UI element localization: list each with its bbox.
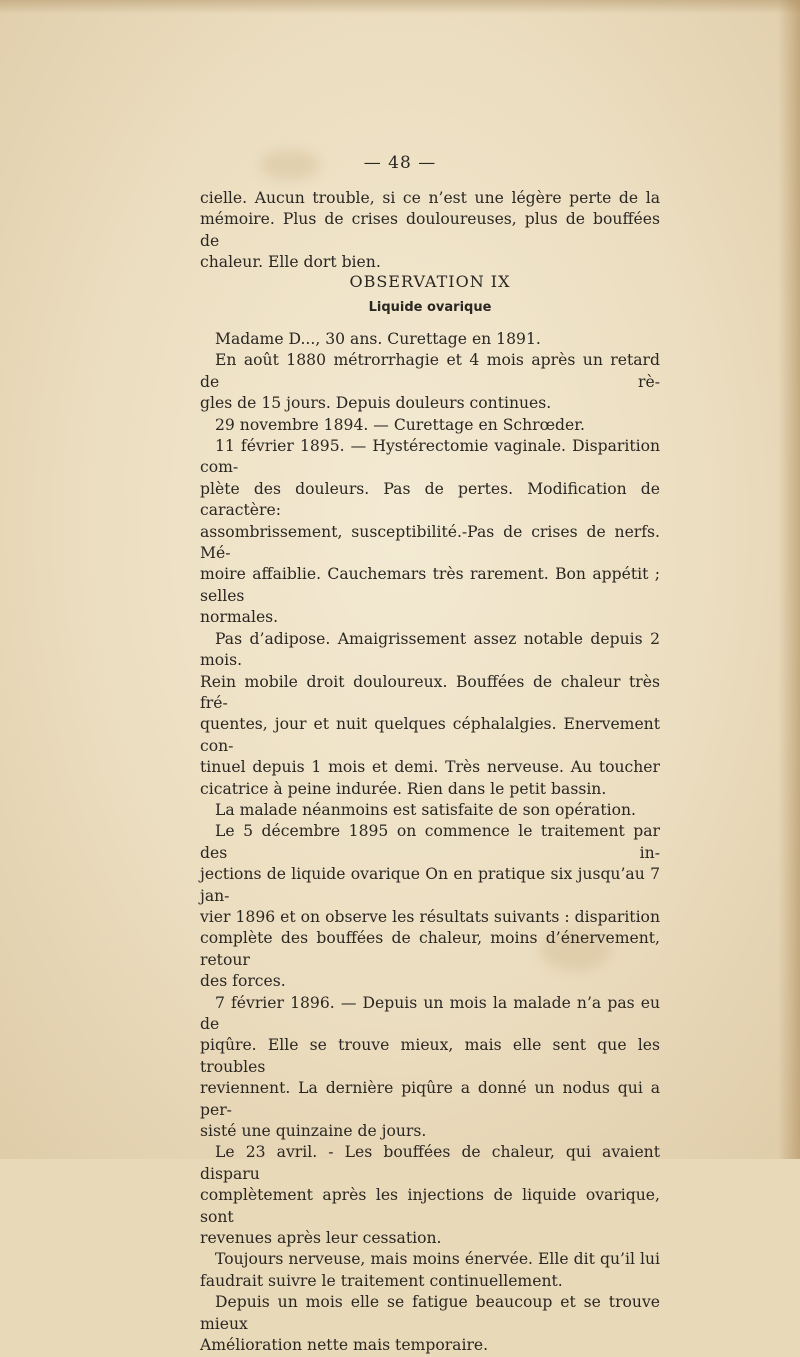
- text-line: tinuel depuis 1 mois et demi. Très nerveuse. Au toucher: [200, 758, 660, 777]
- text-line: chaleur. Elle dort bien.: [200, 253, 381, 272]
- observation-title: OBSERVATION IX: [349, 272, 511, 291]
- text-line: Amélioration nette mais temporaire.: [200, 1336, 489, 1355]
- text-line: vier 1896 et on observe les résultats suivants : disparition: [200, 907, 660, 926]
- text-line: jections de liquide ovarique On en pratique six jusqu’au 7 jan-: [200, 865, 660, 905]
- text-line: revenues après leur cessation.: [200, 1229, 442, 1248]
- text-line: quentes, jour et nuit quelques céphalalgies. Enervement con-: [200, 715, 660, 755]
- text-line: 7 février 1896. — Depuis un mois la malade n’a pas eu de: [200, 993, 660, 1033]
- text-line: cielle. Aucun trouble, si ce n’est une légère perte de la: [200, 189, 660, 207]
- text-line: piqûre. Elle se trouve mieux, mais elle sent que les troubles: [200, 1036, 660, 1076]
- text-line: Le 23 avril. - Les bouffées de chaleur, qui avaient disparu: [200, 1143, 660, 1183]
- text-line: La malade néanmoins est satisfaite de son opération.: [215, 800, 636, 819]
- text-line: 29 novembre 1894. — Curettage en Schrœder.: [215, 415, 585, 434]
- text-line: mémoire. Plus de crises douloureuses, plus de bouffées de: [200, 210, 660, 250]
- observation-subtitle: Liquide ovarique: [368, 300, 492, 315]
- text-line: des forces.: [200, 972, 286, 991]
- text-line: reviennent. La dernière piqûre a donné un nodus qui a per-: [200, 1079, 660, 1119]
- text-line: complètement après les injections de liquide ovarique, sont: [200, 1186, 660, 1226]
- page-top-shadow: [0, 0, 800, 14]
- text-line: En août 1880 métrorrhagie et 4 mois après un retard de rè-: [200, 351, 660, 391]
- text-line: normales.: [200, 608, 279, 627]
- text-line: complète des bouffées de chaleur, moins d’énervement, retour: [200, 929, 660, 969]
- text-line: plète des douleurs. Pas de pertes. Modification de caractère:: [200, 479, 660, 520]
- page-number: — 48 —: [363, 153, 437, 173]
- text-line: Toujours nerveuse, mais moins énervée. Elle dit qu’il lui: [215, 1250, 660, 1269]
- text-line: moire affaiblie. Cauchemars très rarement. Bon appétit ; selles: [200, 565, 660, 605]
- text-line: sisté une quinzaine de jours.: [200, 1122, 427, 1141]
- text-line: 11 février 1895. — Hystérectomie vaginale. Disparition com-: [200, 437, 660, 477]
- page-right-edge: [778, 0, 800, 1159]
- intro-paragraph: [200, 188, 660, 274]
- text-line: Le 5 décembre 1895 on commence le traitement par des in-: [200, 822, 660, 862]
- text-line: faudrait suivre le traitement continuellement.: [200, 1271, 563, 1290]
- observation-body: [200, 329, 660, 1357]
- text-line: Pas d’adipose. Amaigrissement assez notable depuis 2 mois.: [200, 629, 660, 670]
- text-line: Rein mobile droit douloureux. Bouffées de chaleur très fré-: [200, 672, 660, 712]
- text-line: Madame D..., 30 ans. Curettage en 1891.: [215, 330, 541, 348]
- text-line: gles de 15 jours. Depuis douleurs continues.: [200, 394, 552, 413]
- text-line: Depuis un mois elle se fatigue beaucoup et se trouve mieux: [200, 1293, 660, 1333]
- text-line: assombrissement, susceptibilité.-Pas de crises de nerfs. Mé-: [200, 522, 660, 563]
- text-line: cicatrice à peine indurée. Rien dans le petit bassin.: [200, 779, 607, 798]
